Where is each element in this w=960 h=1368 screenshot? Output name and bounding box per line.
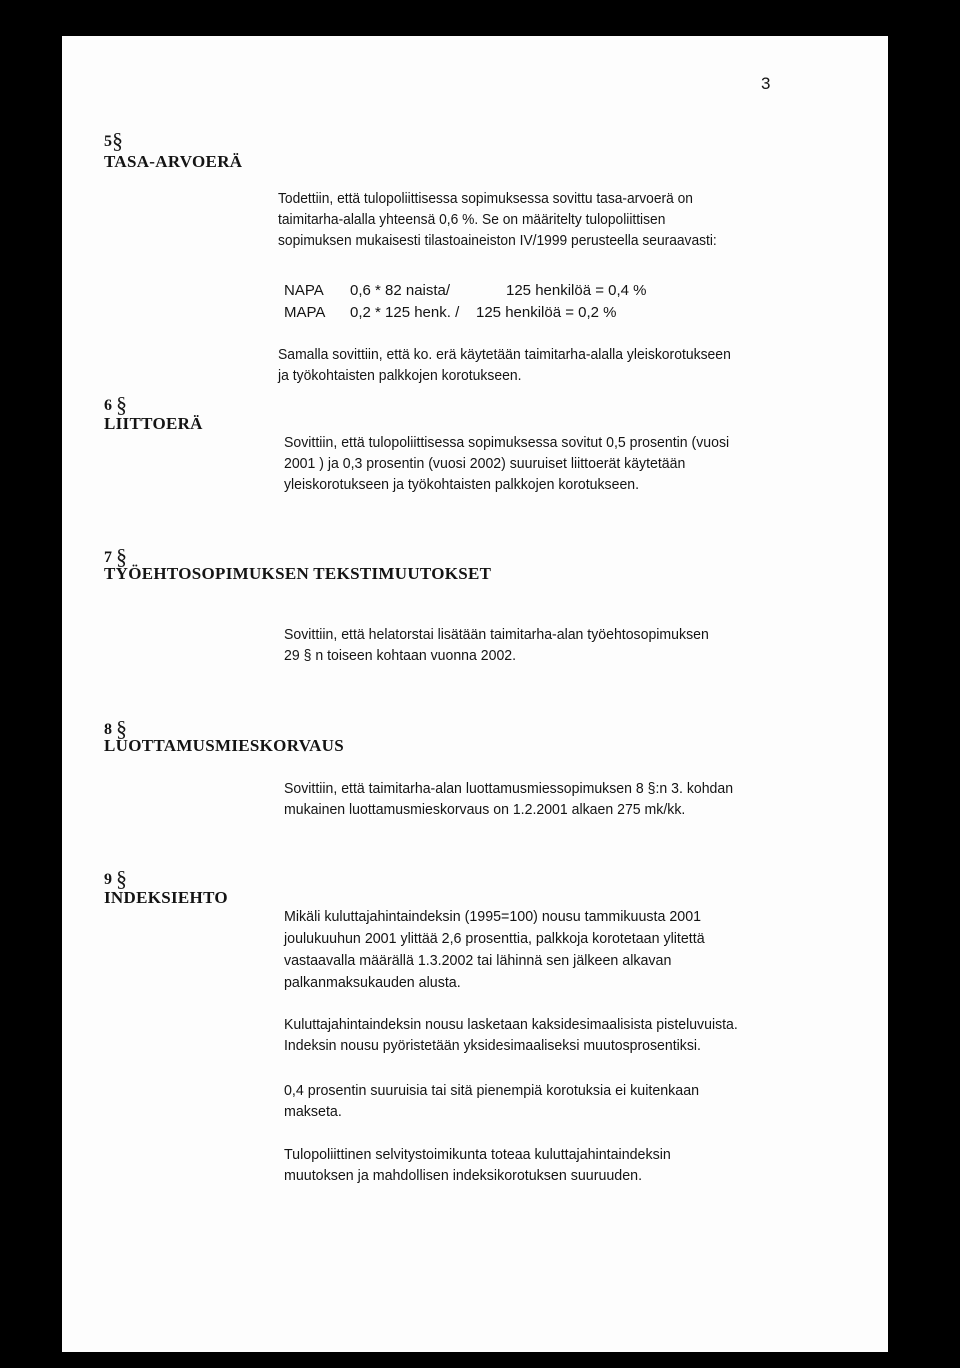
mapa-result: 125 henkilöä = 0,2 % [476, 304, 617, 321]
section-9-paragraph-1: Mikäli kuluttajahintaindeksin (1995=100) nousu tammikuusta 2001 joulukuuhun 2001 ylittää 2,6 prosenttia, palkkoja korotetaan ylitettä vastaavalla määrällä 1.3.2002 tai lähinnä sen jälkeen alkavan palkanmaksukauden alusta. [284, 908, 705, 991]
page-number: 3 [761, 74, 771, 93]
section-6-paragraph: Sovittiin, että tulopoliittisessa sopimuksessa sovitut 0,5 prosentin (vuosi 2001 ) ja 0,3 prosentin (vuosi 2002) suuruiset liittoerät käytetään yleiskorotukseen ja työkohtaisten palkkojen korotukseen. [284, 434, 730, 493]
napa-label: NAPA [284, 282, 324, 299]
section-5-title: TASA-ARVOERÄ [104, 152, 243, 171]
section-9-title: INDEKSIEHTO [104, 888, 228, 907]
section-7-number: 7 § [104, 544, 127, 569]
section-8-number: 8 § [104, 716, 127, 741]
section-5-paragraph-2: Samalla sovittiin, että ko. erä käytetään taimitarha-alalla yleiskorotukseen ja työkohtaisten palkkojen korotukseen. [278, 346, 731, 384]
section-7-title: TYÖEHTOSOPIMUKSEN TEKSTIMUUTOKSET [104, 564, 492, 583]
section-9-number: 9 § [104, 866, 127, 891]
section-7-paragraph: Sovittiin, että helatorstai lisätään taimitarha-alan työehtosopimuksen 29 § n toiseen kohtaan vuonna 2002. [284, 626, 709, 664]
napa-result: 125 henkilöä = 0,4 % [506, 282, 647, 299]
section-5-paragraph-1: Todettiin, että tulopoliittisessa sopimuksessa sovittu tasa-arvoerä on taimitarha-alalla yhteensä 0,6 %. Se on määritelty tulopoliittisen sopimuksen mukaisesti tilastoaineiston IV/1999 perusteella seuraavasti: [278, 190, 717, 249]
mapa-formula: 0,2 * 125 henk. / [350, 304, 460, 321]
section-6-title: LIITTOERÄ [104, 414, 203, 433]
section-5-number: 5§ [104, 128, 123, 153]
section-9-paragraph-2: Kuluttajahintaindeksin nousu lasketaan kaksidesimaalisista pisteluvuista. Indeksin nousu pyöristetään yksidesimaaliseksi muutosprosentiksi. [284, 1016, 738, 1054]
mapa-label: MAPA [284, 304, 326, 321]
document-page [62, 36, 888, 1352]
section-8-paragraph: Sovittiin, että taimitarha-alan luottamusmiessopimuksen 8 §:n 3. kohdan mukainen luottamusmieskorvaus on 1.2.2001 alkaen 275 mk/kk. [284, 780, 734, 818]
section-8-title: LUOTTAMUSMIESKORVAUS [104, 736, 344, 755]
section-9-paragraph-4: Tulopoliittinen selvitystoimikunta toteaa kuluttajahintaindeksin muutoksen ja mahdollisen indeksikorotuksen suuruuden. [284, 1146, 671, 1184]
napa-formula: 0,6 * 82 naista/ [350, 282, 451, 299]
section-9-paragraph-3: 0,4 prosentin suuruisia tai sitä pienempiä korotuksia ei kuitenkaan makseta. [284, 1082, 700, 1120]
section-6-number: 6 § [104, 392, 127, 417]
